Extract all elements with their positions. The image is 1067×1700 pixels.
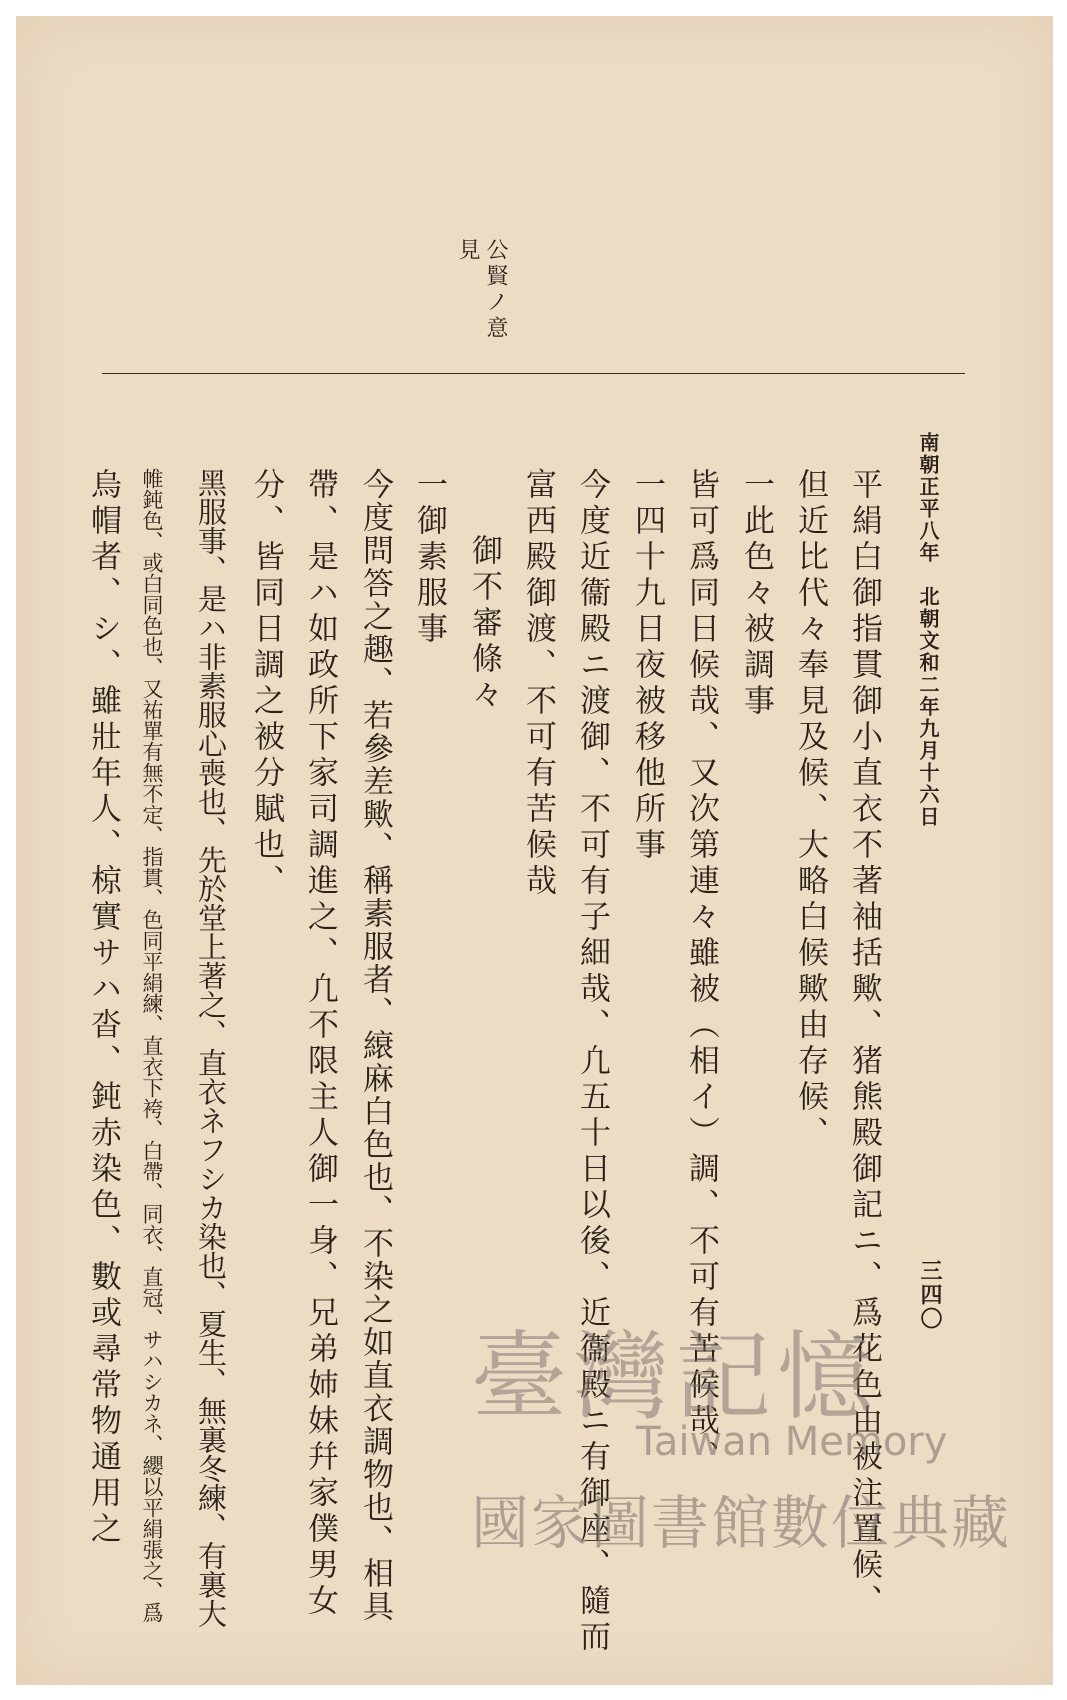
watermark-chinese: 臺灣記憶 [471, 1321, 879, 1433]
page-number: 三四〇 [917, 1259, 943, 1331]
text-column-6: 今度近衞殿ニ渡御、不可有子細哉、凢五十日以後、近衞殿ニ有御座、隨而 [574, 468, 610, 1656]
text-column-13: 黑服事、是ハ非素服心喪也、先於堂上著之、直衣ネフシカ染也、夏生、無裏冬練、有裏大 [194, 468, 228, 1628]
book-page [16, 16, 1053, 1685]
margin-note-line-1: 公賢ノ意 [483, 238, 508, 342]
text-column-8: 御不審條々 [466, 498, 502, 714]
text-column-3: 一此色々被調事 [738, 468, 774, 720]
text-column-7: 富西殿御渡、不可有苦候哉 [520, 468, 556, 900]
margin-note-line-2: 見 [455, 238, 480, 264]
watermark [471, 1301, 1011, 1561]
watermark-org: 國家圖書館數位典藏 [471, 1489, 1012, 1557]
divider-rule [102, 373, 965, 374]
text-column-5: 一四十九日夜被移他所事 [629, 468, 665, 864]
text-column-2: 但近比代々奉見及候、大略白候歟由存候、 [792, 468, 828, 1152]
text-column-12: 分、皆同日調之被分賦也、 [248, 468, 284, 900]
text-column-1: 平絹白御指貫御小直衣不著袖括歟、猪熊殿御記ニ、爲花色由被注置候、 [846, 468, 882, 1620]
text-column-4: 皆可爲同日候哉、又次第連々雖被（相イ）調、不可有苦候哉、 [683, 468, 719, 1476]
text-column-9: 一御素服事 [411, 468, 447, 648]
text-column-14: 帷鈍色、或白同色也、又祐單有無不定、指貫、色同平絹練、直衣下袴、白帶、同衣、直冠、サハシカネ、纓以平絹張之、爲 [140, 468, 164, 1623]
running-header: 南朝正平八年 北朝文和二年九月十六日 [916, 432, 940, 828]
watermark-english: Taiwan Memory [636, 1419, 948, 1465]
text-column-10: 今度問答之趣、若參差歟、稱素服者、縗麻白色也、不染之如直衣調物也、相具 [357, 468, 393, 1623]
text-column-11: 帶、是ハ如政所下家司調進之、凢不限主人御一身、兄弟姉妹幷家僕男女 [302, 468, 338, 1620]
text-column-15: 烏帽者、シ、雖壯年人、椋實サハ沓、鈍赤染色、數或尋常物通用之 [85, 468, 121, 1548]
